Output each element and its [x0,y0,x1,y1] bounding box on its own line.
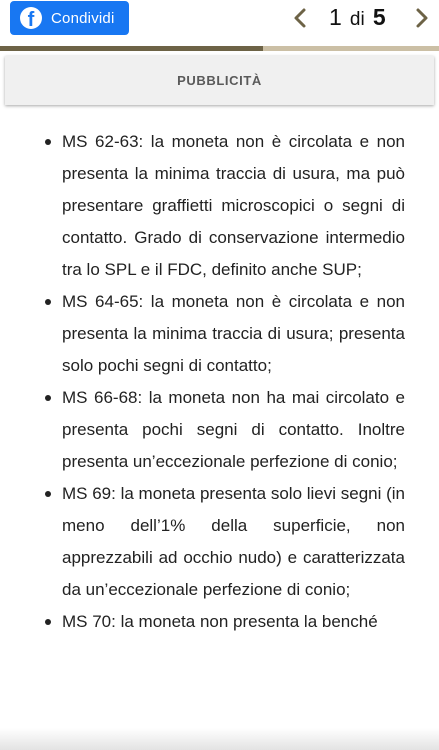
slide-progress-bar [0,46,439,51]
progress-fill [0,46,263,51]
share-button-label: Condividi [51,9,115,27]
list-item: MS 62-63: la moneta non è circolata e non presenta la minima traccia di usura, ma può presentare graffietti microscopici o segni di contatto. Grado di conservazione intermedio tra lo SPL e il FDC, definito anche SUP; [45,126,405,286]
advertisement-banner[interactable] [5,56,434,105]
facebook-icon: f [20,7,42,29]
list-item: MS 66-68: la moneta non ha mai circolato e presenta pochi segni di contatto. Inoltre presenta un’eccezionale perfezione di conio; [45,382,405,478]
total-pages: 5 [372,4,386,30]
bottom-shadow [0,728,439,750]
facebook-share-button[interactable] [10,1,129,35]
grading-list [45,126,405,638]
chevron-left-icon[interactable] [289,6,313,30]
slide-pager [289,0,439,36]
chevron-right-icon[interactable] [409,6,433,30]
list-item: MS 70: la moneta non presenta la benché [45,606,405,638]
page-counter [329,4,386,31]
article-content [45,126,405,638]
advertisement-label: PUBBLICITÀ [177,73,262,88]
list-item: MS 69: la moneta presenta solo lievi segni (in meno dell’1% della superficie, non apprezzabili ad occhio nudo) e caratterizzata da un’eccezionale perfezione di conio; [45,478,405,606]
current-page: 1 [329,4,342,30]
top-bar [0,0,439,44]
list-item: MS 64-65: la moneta non è circolata e non presenta la minima traccia di usura; presenta solo pochi segni di contatto; [45,286,405,382]
page-separator: di [349,9,365,30]
